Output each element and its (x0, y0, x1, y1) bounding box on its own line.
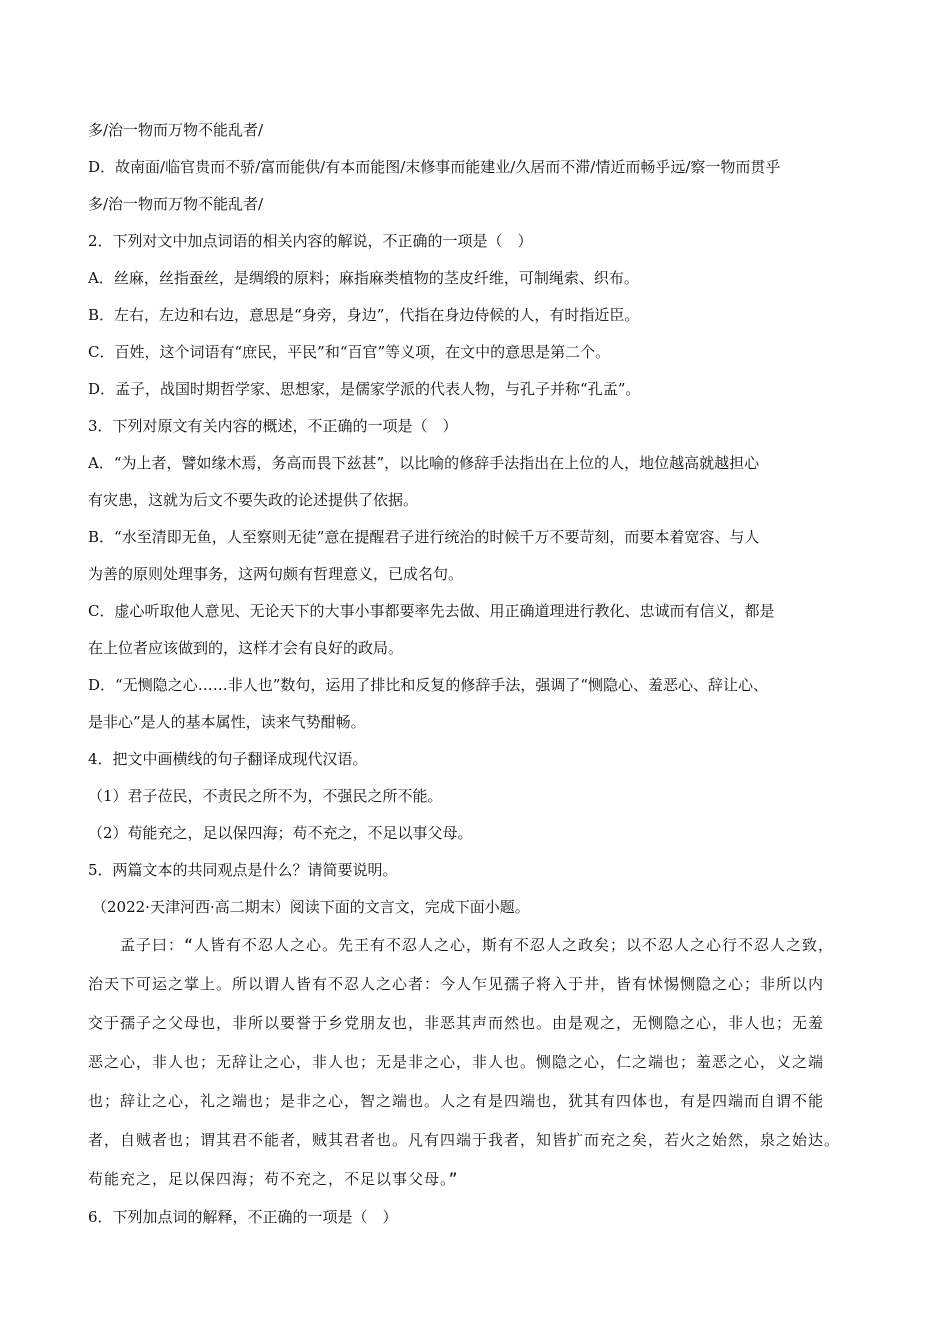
question-3: 3．下列对原文有关内容的概述，不正确的一项是（ ） (88, 417, 458, 435)
text-line: 是非心”是人的基本属性，读来气势酣畅。 (88, 713, 366, 731)
text-line: 在上位者应该做到的，这样才会有良好的政局。 (88, 639, 404, 657)
sub-question-1: （1）君子莅民，不责民之所不为，不强民之所不能。 (88, 787, 443, 805)
text-line: 为善的原则处理事务，这两句颇有哲理意义，已成名句。 (88, 565, 464, 583)
passage-line: 治天下可运之掌上。所以谓人皆有不忍人之心者：今人乍见孺子将入于井，皆有怵惕恻隐之心；非所以内 (88, 975, 825, 993)
text-line: 多/治一物而万物不能乱者/ (88, 195, 264, 213)
text-line: 多/治一物而万物不能乱者/ (88, 121, 264, 139)
option-a: A．“为上者，譬如缘木焉，务高而畏下兹甚”，以比喻的修辞手法指出在上位的人，地位越高就越担心 (88, 454, 760, 472)
question-4: 4．把文中画横线的句子翻译成现代汉语。 (88, 750, 368, 768)
question-6: 6．下列加点词的解释，不正确的一项是（ ） (88, 1208, 398, 1226)
passage-line: 恶之心，非人也；无辞让之心，非人也；无是非之心，非人也。恻隐之心，仁之端也；羞恶之心，义之端 (88, 1053, 825, 1071)
document-content (88, 112, 868, 1236)
reading-intro: （2022·天津河西·高二期末）阅读下面的文言文，完成下面小题。 (92, 898, 530, 916)
option-d: D．“无恻隐之心……非人也”数句，运用了排比和反复的修辞手法，强调了“恻隐心、羞恶心、辞让心、 (88, 676, 769, 694)
passage-line: 苟能充之，足以保四海；苟不充之，不足以事父母。” (88, 1170, 459, 1188)
question-2: 2．下列对文中加点词语的相关内容的解说，不正确的一项是（ ） (88, 232, 533, 250)
sub-question-2: （2）苟能充之，足以保四海；苟不充之，不足以事父母。 (88, 824, 473, 842)
option-b: B．左右，左边和右边，意思是“身旁，身边”，代指在身边侍候的人，有时指近臣。 (88, 306, 640, 324)
option-b: B．“水至清即无鱼，人至察则无徒”意在提醒君子进行统治的时候千万不要苛刻，而要本着宽容、与人 (88, 528, 760, 546)
classical-passage (88, 926, 868, 1199)
text-line: 有灾患，这就为后文不要失政的论述提供了依据。 (88, 491, 419, 509)
option-a: A．丝麻，丝指蚕丝，是绸缎的原料；麻指麻类植物的茎皮纤维，可制绳索、织布。 (88, 269, 639, 287)
passage-line: 也；辞让之心，礼之端也；是非之心，智之端也。人之有是四端也，犹其有四体也，有是四端而自谓不能 (88, 1092, 825, 1110)
option-d: D．故南面/临官贵而不骄/富而能供/有本而能图/末修事而能建业/久居而不滞/情近而畅乎远/察一物而贯乎 (88, 158, 781, 176)
question-5: 5．两篇文本的共同观点是什么？请简要说明。 (88, 861, 398, 879)
passage-line: 者，自贼者也；谓其君不能者，贼其君者也。凡有四端于我者，知皆扩而充之矣，若火之始然，泉之始达。 (88, 1131, 841, 1149)
option-d: D．孟子，战国时期哲学家、思想家，是儒家学派的代表人物，与孔子并称“孔孟”。 (88, 380, 641, 398)
passage-line: 交于孺子之父母也，非所以要誉于乡党朋友也，非恶其声而然也。由是观之，无恻隐之心，非人也；无羞 (88, 1014, 825, 1032)
passage-line: 孟子曰：“人皆有不忍人之心。先王有不忍人之心，斯有不忍人之政矣；以不忍人之心行不忍人之致， (120, 936, 835, 954)
option-c: C．虚心听取他人意见、无论天下的大事小事都要率先去做、用正确道理进行教化、忠诚而有信义，都是 (88, 602, 775, 620)
option-c: C．百姓，这个词语有“庶民，平民”和“百官”等义项，在文中的意思是第二个。 (88, 343, 611, 361)
